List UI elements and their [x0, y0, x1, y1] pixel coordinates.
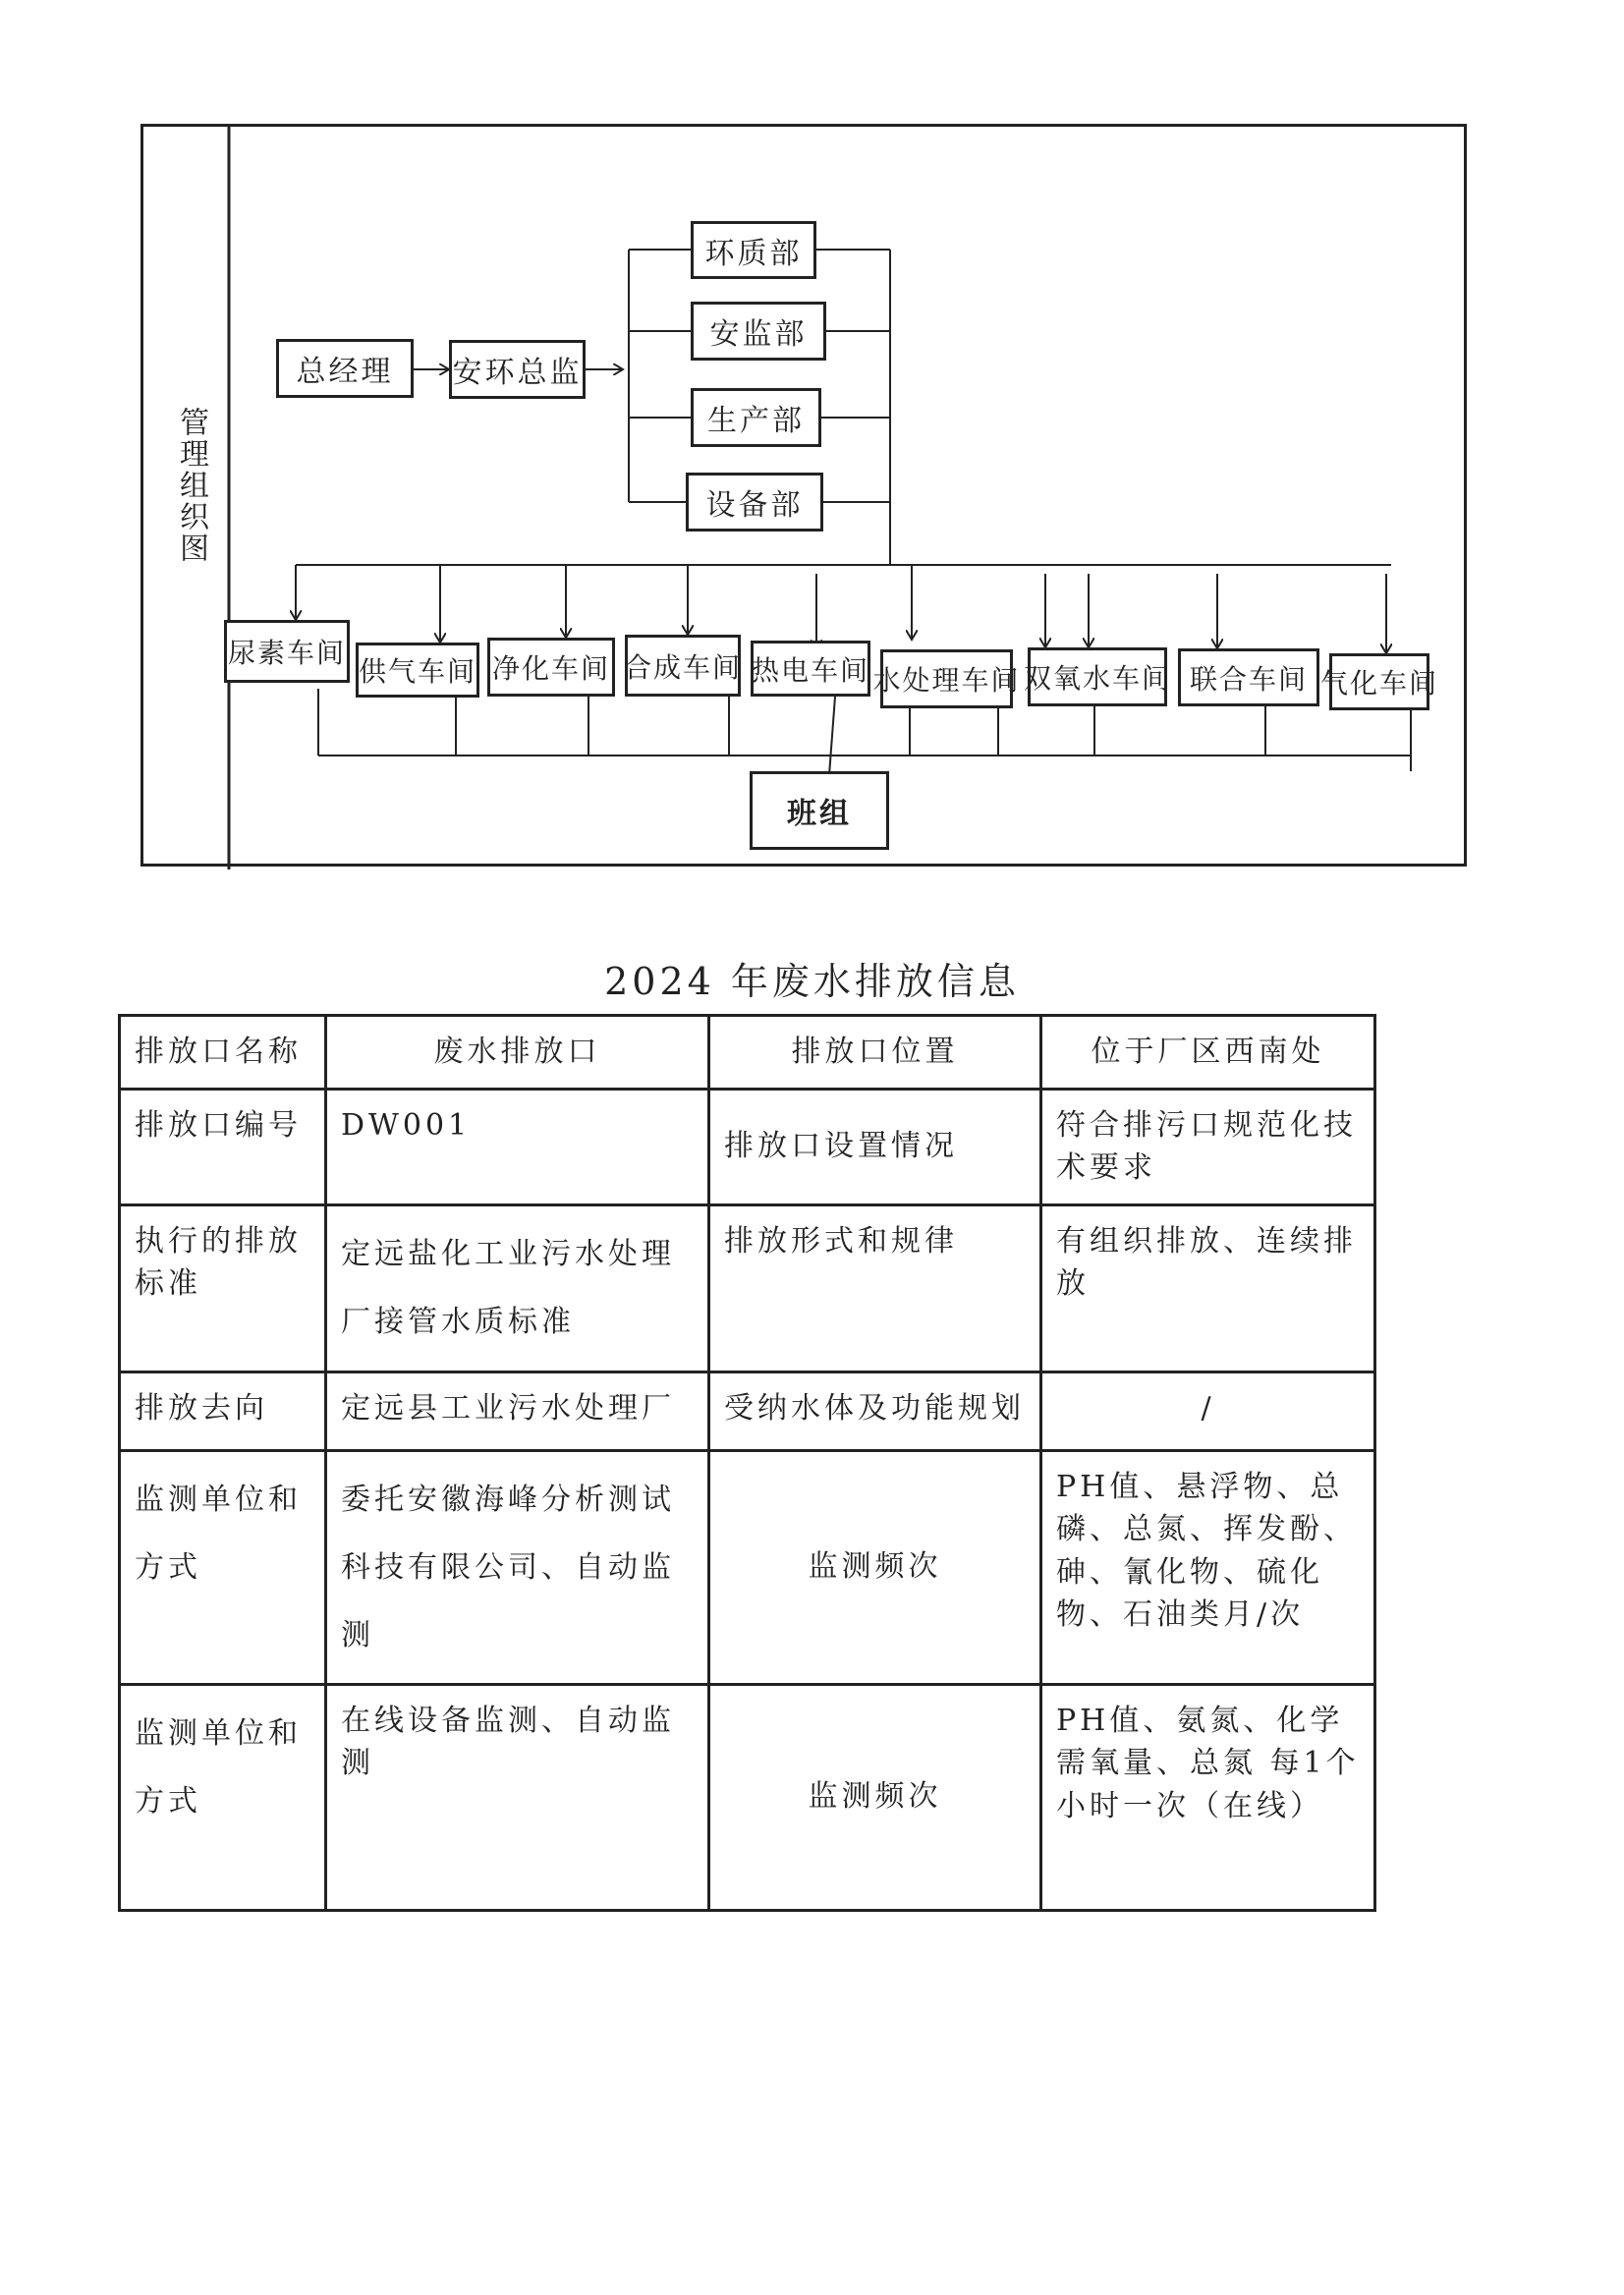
cell-value: 定远盐化工业污水处理厂接管水质标准	[326, 1204, 709, 1371]
cell-label: 监测单位和方式	[120, 1450, 326, 1684]
team-box: 班组	[750, 771, 889, 850]
org-chart	[140, 124, 1467, 867]
cell-label: 监测单位和方式	[120, 1684, 326, 1910]
cell-value: /	[1041, 1371, 1375, 1450]
general-manager-box: 总经理	[276, 339, 414, 398]
dept-huanzhi-box: 环质部	[691, 221, 816, 279]
workshop-niaosu-box: 尿素车间	[224, 620, 350, 683]
cell-label: 排放口位置	[709, 1016, 1041, 1090]
cell-value: DW001	[326, 1089, 709, 1204]
side-label: 管理组织图	[174, 407, 208, 564]
cell-value: 符合排污口规范化技术要求	[1041, 1089, 1375, 1204]
cell-label: 监测频次	[709, 1684, 1041, 1910]
workshop-gongqi-box: 供气车间	[356, 643, 479, 698]
cell-label: 排放口名称	[120, 1016, 326, 1090]
cell-label: 排放去向	[120, 1371, 326, 1450]
table-row	[120, 1684, 1375, 1910]
dept-shebei-box: 设备部	[686, 473, 823, 532]
workshop-shuangyangshui-box: 双氧水车间	[1028, 647, 1167, 706]
dept-anjian-box: 安监部	[691, 302, 826, 361]
cell-label: 排放口编号	[120, 1089, 326, 1204]
workshop-redian-box: 热电车间	[751, 641, 870, 697]
table-row	[120, 1371, 1375, 1450]
dept-shengchan-box: 生产部	[691, 388, 821, 447]
cell-label: 排放形式和规律	[709, 1204, 1041, 1371]
cell-label: 执行的排放标准	[120, 1204, 326, 1371]
document-title: 2024 年废水排放信息	[604, 960, 1020, 1003]
cell-value: 在线设备监测、自动监测	[326, 1684, 709, 1910]
cell-value: 废水排放口	[326, 1016, 709, 1090]
table-row	[120, 1089, 1375, 1204]
cell-label: 受纳水体及功能规划	[709, 1371, 1041, 1450]
workshop-shuichuli-box: 水处理车间	[880, 649, 1013, 708]
cell-value: 有组织排放、连续排放	[1041, 1204, 1375, 1371]
table-row	[120, 1016, 1375, 1090]
cell-value: 位于厂区西南处	[1041, 1016, 1375, 1090]
workshop-qihua-box: 气化车间	[1329, 653, 1429, 710]
wastewater-info-table	[118, 1014, 1376, 1912]
workshop-hecheng-box: 合成车间	[625, 635, 741, 697]
workshop-jinghua-box: 净化车间	[487, 638, 615, 697]
table-row	[120, 1204, 1375, 1371]
cell-value: 委托安徽海峰分析测试科技有限公司、自动监测	[326, 1450, 709, 1684]
cell-value: PH值、氨氮、化学需氧量、总氮 每1个小时一次（在线）	[1041, 1684, 1375, 1910]
cell-value: PH值、悬浮物、总磷、总氮、挥发酚、砷、氰化物、硫化物、石油类月/次	[1041, 1450, 1375, 1684]
cell-value: 定远县工业污水处理厂	[326, 1371, 709, 1450]
cell-label: 排放口设置情况	[709, 1089, 1041, 1204]
workshop-lianhe-box: 联合车间	[1178, 648, 1319, 706]
ehs-director-box: 安环总监	[449, 340, 586, 399]
cell-label: 监测频次	[709, 1450, 1041, 1684]
table-row	[120, 1450, 1375, 1684]
